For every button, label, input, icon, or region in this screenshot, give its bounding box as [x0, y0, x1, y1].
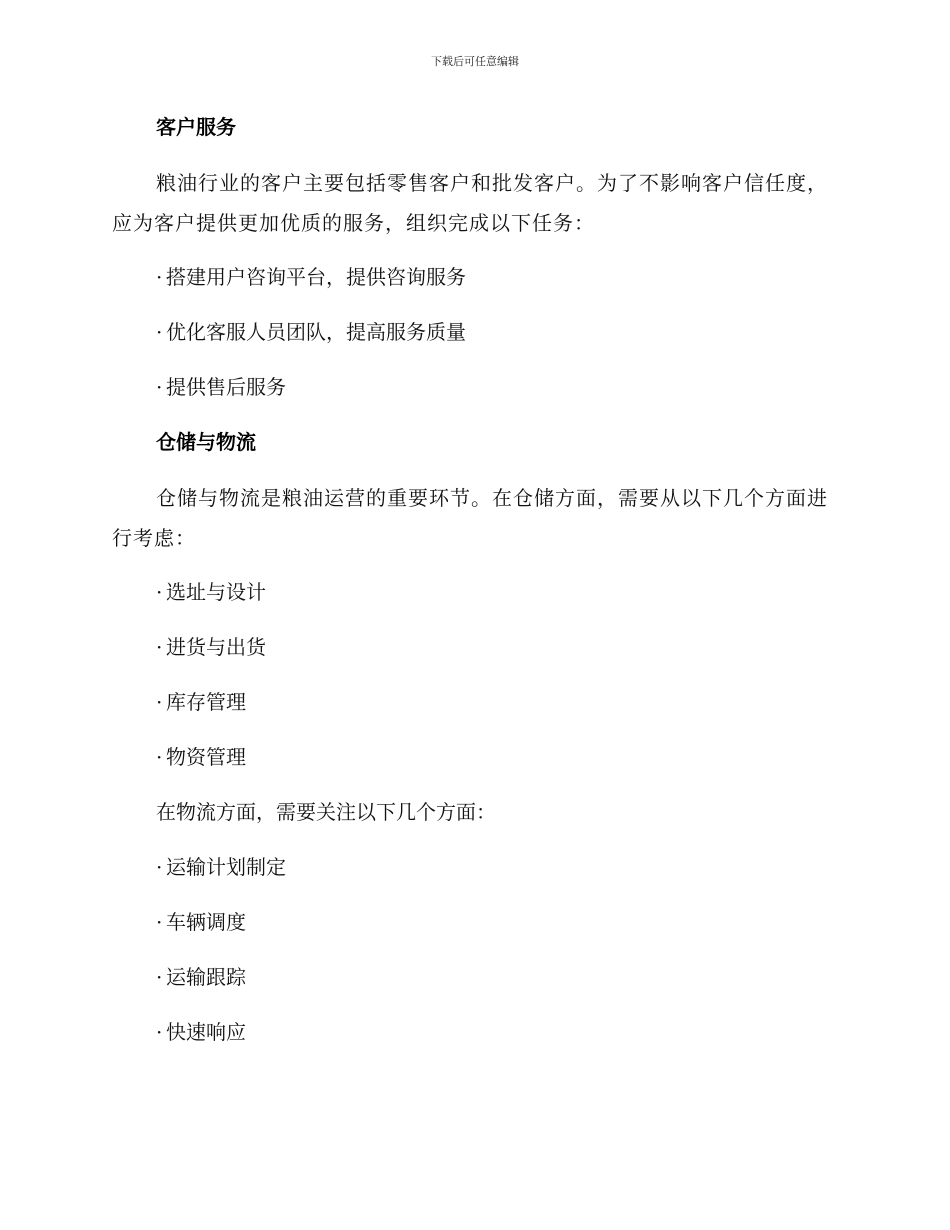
- list-item: [112, 848, 832, 886]
- section-paragraph: 粮油行业的客户主要包括零售客户和批发客户。为了不影响客户信任度，应为客户提供更加优质的服务，组织完成以下任务：: [112, 171, 828, 235]
- list-item: [112, 1013, 832, 1051]
- list-item: [112, 738, 832, 776]
- list-item-text: 库存管理: [166, 690, 246, 714]
- page-header-note: 下载后可任意编辑: [431, 55, 519, 68]
- list-item: [112, 258, 832, 296]
- list-item-text: 运输跟踪: [166, 965, 246, 989]
- list-item-text: 进货与出货: [166, 635, 266, 659]
- bullet-marker: ·: [156, 265, 163, 289]
- list-item: [112, 958, 832, 996]
- bullet-marker: ·: [156, 375, 163, 399]
- list-item-text: 快速响应: [166, 1020, 246, 1044]
- list-item: [112, 368, 832, 406]
- section-paragraph-logistics: 在物流方面，需要关注以下几个方面：: [156, 800, 496, 824]
- bullet-marker: ·: [156, 745, 163, 769]
- list-item-text: 运输计划制定: [166, 855, 286, 879]
- document-body: [112, 108, 832, 1068]
- list-item-text: 选址与设计: [166, 580, 266, 604]
- list-item-text: 车辆调度: [166, 910, 246, 934]
- list-item-text: 优化客服人员团队，提高服务质量: [166, 320, 466, 344]
- list-item: [112, 903, 832, 941]
- bullet-marker: ·: [156, 580, 163, 604]
- list-item-text: 物资管理: [166, 745, 246, 769]
- bullet-marker: ·: [156, 1020, 163, 1044]
- list-item: [112, 573, 832, 611]
- section-heading-warehousing-logistics: 仓储与物流: [156, 430, 256, 454]
- list-item: [112, 628, 832, 666]
- section-heading-customer-service: 客户服务: [156, 115, 236, 139]
- list-item: [112, 683, 832, 721]
- list-item-text: 提供售后服务: [166, 375, 286, 399]
- list-item-text: 搭建用户咨询平台，提供咨询服务: [166, 265, 466, 289]
- list-item: [112, 313, 832, 351]
- bullet-marker: ·: [156, 320, 163, 344]
- section-paragraph: 仓储与物流是粮油运营的重要环节。在仓储方面，需要从以下几个方面进行考虑：: [112, 486, 828, 550]
- bullet-marker: ·: [156, 690, 163, 714]
- bullet-marker: ·: [156, 910, 163, 934]
- bullet-marker: ·: [156, 855, 163, 879]
- bullet-marker: ·: [156, 635, 163, 659]
- bullet-marker: ·: [156, 965, 163, 989]
